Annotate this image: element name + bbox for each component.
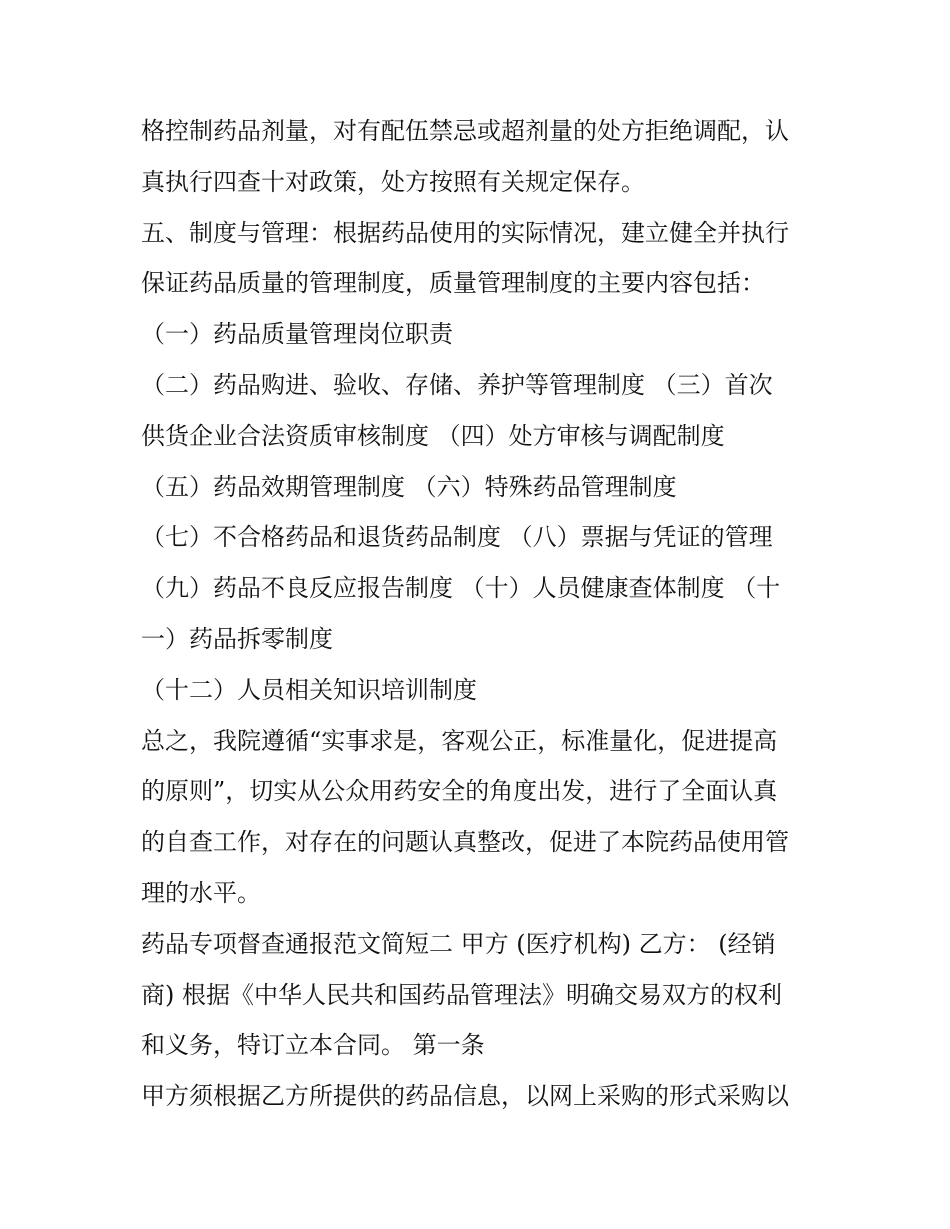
document-body xyxy=(141,106,821,1122)
text-line: 总之，我院遵循“实事求是，客观公正，标准量化，促进提高 xyxy=(141,726,778,755)
text-line: 供货企业合法资质审核制度 （四）处方审核与调配制度 xyxy=(141,421,725,450)
text-line: （十二）人员相关知识培训制度 xyxy=(141,675,477,704)
text-line: 格控制药品剂量，对有配伍禁忌或超剂量的处方拒绝调配，认 xyxy=(141,117,789,145)
text-line: 理的水平。 xyxy=(141,878,261,907)
text-line: （九）药品不良反应报告制度 （十）人员健康查体制度 （十 xyxy=(141,574,781,603)
text-line: 保证药品质量的管理制度，质量管理制度的主要内容包括： xyxy=(141,269,765,298)
text-line: 和义务，特订立本合同。 第一条 xyxy=(141,1031,485,1060)
text-line: 甲方须根据乙方所提供的药品信息，以网上采购的形式采购以 xyxy=(141,1082,789,1111)
text-line: 真执行四查十对政策，处方按照有关规定保存。 xyxy=(141,167,645,196)
text-line: （七）不合格药品和退货药品制度 （八）票据与凭证的管理 xyxy=(141,523,773,552)
text-line: 的原则”，切实从公众用药安全的角度出发，进行了全面认真 xyxy=(141,777,778,806)
text-line: 一）药品拆零制度 xyxy=(141,624,333,653)
text-line: 的自查工作，对存在的问题认真整改，促进了本院药品使用管 xyxy=(141,828,789,857)
text-line: 商) 根据《中华人民共和国药品管理法》明确交易双方的权利 xyxy=(141,980,782,1009)
text-line: 五、制度与管理：根据药品使用的实际情况，建立健全并执行 xyxy=(141,218,789,247)
text-line: （一）药品质量管理岗位职责 xyxy=(141,320,453,349)
text-line: 药品专项督查通报范文简短二 甲方 (医疗机构) 乙方： (经销 xyxy=(141,929,776,958)
text-line: （二）药品购进、验收、存储、养护等管理制度 （三）首次 xyxy=(141,370,773,399)
text-line: （五）药品效期管理制度 （六）特殊药品管理制度 xyxy=(141,472,677,501)
